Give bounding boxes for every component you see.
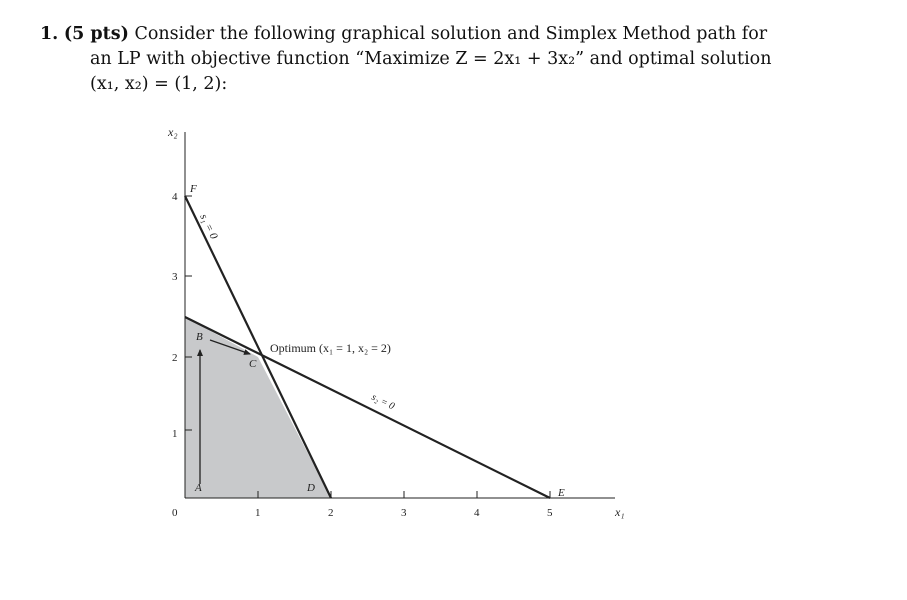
problem-text-line-1: Consider the following graphical solution and Simplex Method path for xyxy=(134,24,768,44)
point-label-e: E xyxy=(558,487,565,499)
x-tick-label: 5 xyxy=(547,507,553,519)
x-tick-label: 2 xyxy=(328,507,334,519)
x-axis-label: x₁ xyxy=(615,505,625,519)
y-tick-label: 4 xyxy=(172,191,178,203)
y-tick-label: 3 xyxy=(172,271,178,283)
point-label-c: C xyxy=(249,358,257,370)
constraint-label-s2: s₂ = 0 xyxy=(369,391,397,413)
x-tick-label: 1 xyxy=(255,507,261,519)
problem-text-line-2: an LP with objective function “Maximize Z = 2x₁ + 3x₂” and optimal solution xyxy=(90,49,772,69)
x-tick-label: 3 xyxy=(401,507,407,519)
point-label-a: A xyxy=(195,482,202,494)
y-tick-label: 1 xyxy=(172,428,178,440)
problem-line-1 xyxy=(40,22,800,47)
problem-text-line-3: (x₁, x₂) = (1, 2): xyxy=(90,74,228,94)
point-label-b: B xyxy=(196,331,203,343)
y-tick-label: 2 xyxy=(172,352,178,364)
x-tick-label: 0 xyxy=(172,507,178,519)
y-axis-label: x₂ xyxy=(168,125,178,139)
problem-points: (5 pts) xyxy=(63,24,129,44)
x-tick-label: 4 xyxy=(474,507,480,519)
point-label-f: F xyxy=(190,183,197,195)
problem-number: 1. xyxy=(40,24,59,44)
lp-graph xyxy=(150,118,650,528)
optimum-label: Optimum (x₁ = 1, x₂ = 2) xyxy=(270,341,391,355)
problem-statement xyxy=(40,22,800,97)
point-label-d: D xyxy=(307,482,315,494)
constraint-label-s1: s₁ = 0 xyxy=(197,212,220,242)
